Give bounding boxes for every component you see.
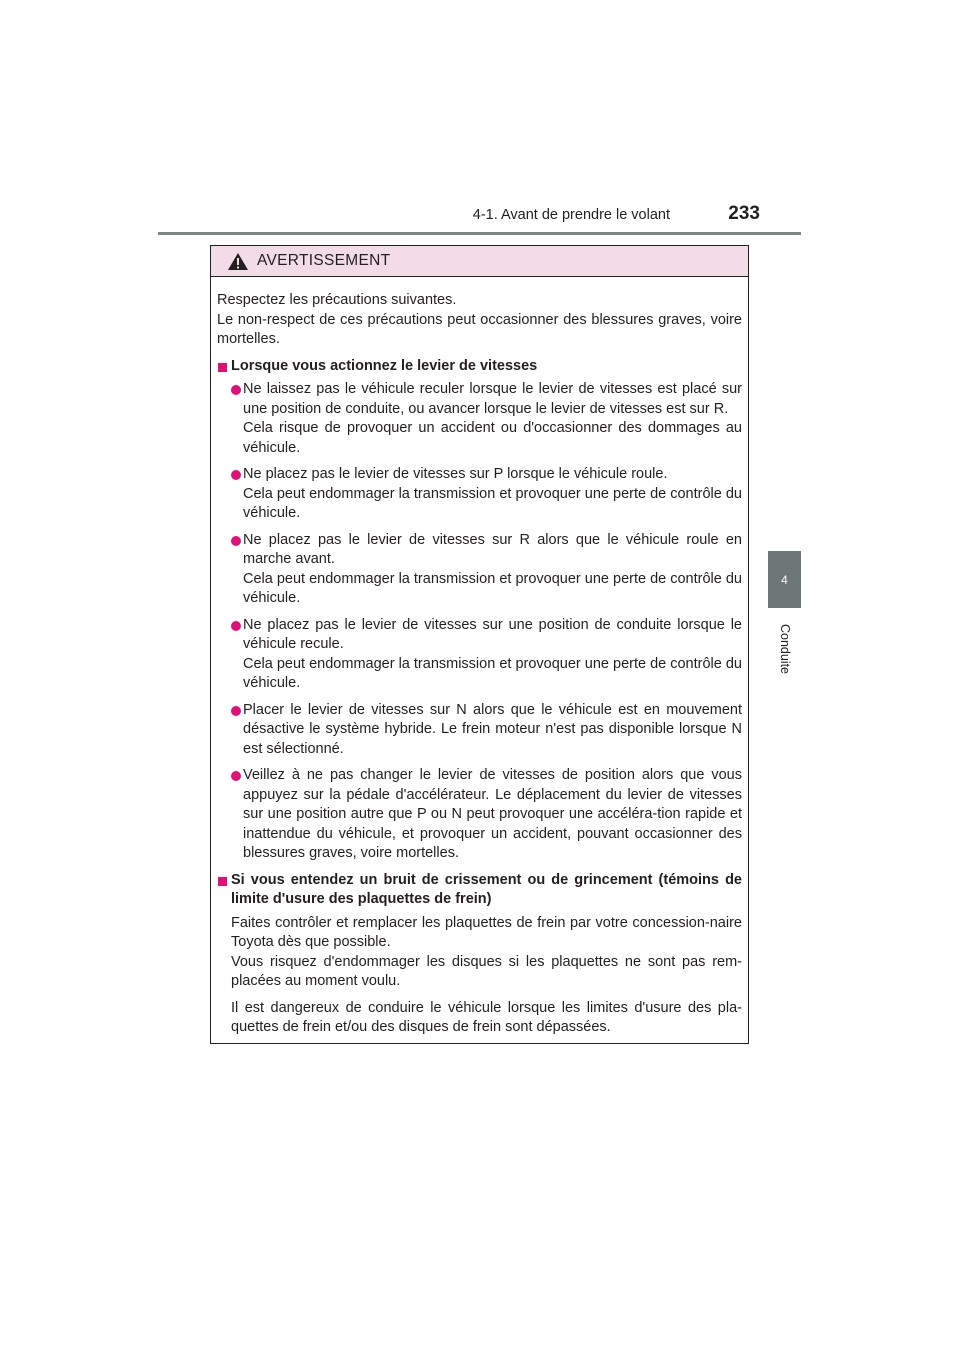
chapter-number: 4 xyxy=(781,572,788,587)
warning-box xyxy=(210,245,749,1044)
intro-line-2: Le non-respect de ces précautions peut occasionner des blessures graves, voire mortelles. xyxy=(217,311,742,347)
section-heading-text: Lorsque vous actionnez le levier de vitesses xyxy=(231,357,538,374)
chapter-label xyxy=(771,618,799,680)
list-item-note: Cela peut endommager la transmission et provoquer une perte de contrôle du véhicule. xyxy=(243,655,742,691)
circle-bullet-icon xyxy=(231,385,241,395)
page-number: 233 xyxy=(728,203,760,224)
list-item-text: Ne placez pas le levier de vitesses sur une position de conduite lorsque le véhicule recule. xyxy=(243,616,742,652)
warning-title: AVERTISSEMENT xyxy=(257,252,391,269)
list-item xyxy=(217,380,742,458)
warning-triangle-icon xyxy=(227,252,249,271)
intro-line-1: Respectez les précautions suivantes. xyxy=(217,292,457,308)
square-bullet-icon xyxy=(218,363,227,372)
chapter-tab xyxy=(768,551,801,608)
brake-paragraph-2: Il est dangereux de conduire le véhicule lorsque les limites d'usure des pla-quettes de frein et/ou des disques de frein sont dépassées. xyxy=(231,999,742,1035)
section-heading-brake-noise xyxy=(217,871,742,910)
section-title: 4-1. Avant de prendre le volant xyxy=(472,207,670,223)
list-item-text: Placer le levier de vitesses sur N alors que le véhicule est en mouvement désactive le système hybride. Le frein moteur n'est pas disponible lorsque N est sélectionné. xyxy=(243,701,742,757)
circle-bullet-icon xyxy=(231,706,241,716)
section-heading-text: Si vous entendez un bruit de crissement ou de grincement (témoins de limite d'usure des plaquettes de frein) xyxy=(231,871,742,907)
chapter-label-text: Conduite xyxy=(778,623,793,675)
list-item-note: Cela risque de provoquer un accident ou d'occasionner des dommages au véhicule. xyxy=(243,420,742,456)
brake-paragraph-1 xyxy=(217,914,742,992)
list-item xyxy=(217,531,742,609)
list-item xyxy=(217,465,742,524)
list-item xyxy=(217,701,742,760)
circle-bullet-icon xyxy=(231,621,241,631)
square-bullet-icon xyxy=(218,877,227,886)
brake-paragraph-1b: Vous risquez d'endommager les disques si les plaquettes ne sont pas rem-placées au moment voulu. xyxy=(231,953,742,989)
list-item-text: Ne placez pas le levier de vitesses sur R alors que le véhicule roule en marche avant. xyxy=(243,531,742,567)
list-item-note: Cela peut endommager la transmission et provoquer une perte de contrôle du véhicule. xyxy=(243,485,742,521)
list-item-text: Veillez à ne pas changer le levier de vitesses de position alors que vous appuyez sur la pédale d'accélérateur. Le déplacement du levier de vitesses sur une position autre que P ou N peut provoquer une accéléra-tion rapide et inattendue du véhicule, et provoquer un accident, pouvant occasionner des blessures graves, voire mortelles. xyxy=(243,767,742,861)
section-heading-gear-lever xyxy=(217,357,742,377)
circle-bullet-icon xyxy=(231,470,241,480)
circle-bullet-icon xyxy=(231,536,241,546)
warning-header xyxy=(211,246,748,277)
warning-body xyxy=(211,277,748,1038)
header-divider xyxy=(158,232,801,235)
list-item-text: Ne placez pas le levier de vitesses sur P lorsque le véhicule roule. xyxy=(243,466,668,482)
brake-paragraph-1a: Faites contrôler et remplacer les plaquettes de frein par votre concession-naire Toyota dès que possible. xyxy=(231,914,742,950)
list-item-text: Ne laissez pas le véhicule reculer lorsque le levier de vitesses est placé sur une position de conduite, ou avancer lorsque le levier de vitesses est sur R. xyxy=(243,381,742,417)
list-item xyxy=(217,766,742,864)
list-item-note: Cela peut endommager la transmission et provoquer une perte de contrôle du véhicule. xyxy=(243,570,742,606)
circle-bullet-icon xyxy=(231,771,241,781)
list-item xyxy=(217,616,742,694)
